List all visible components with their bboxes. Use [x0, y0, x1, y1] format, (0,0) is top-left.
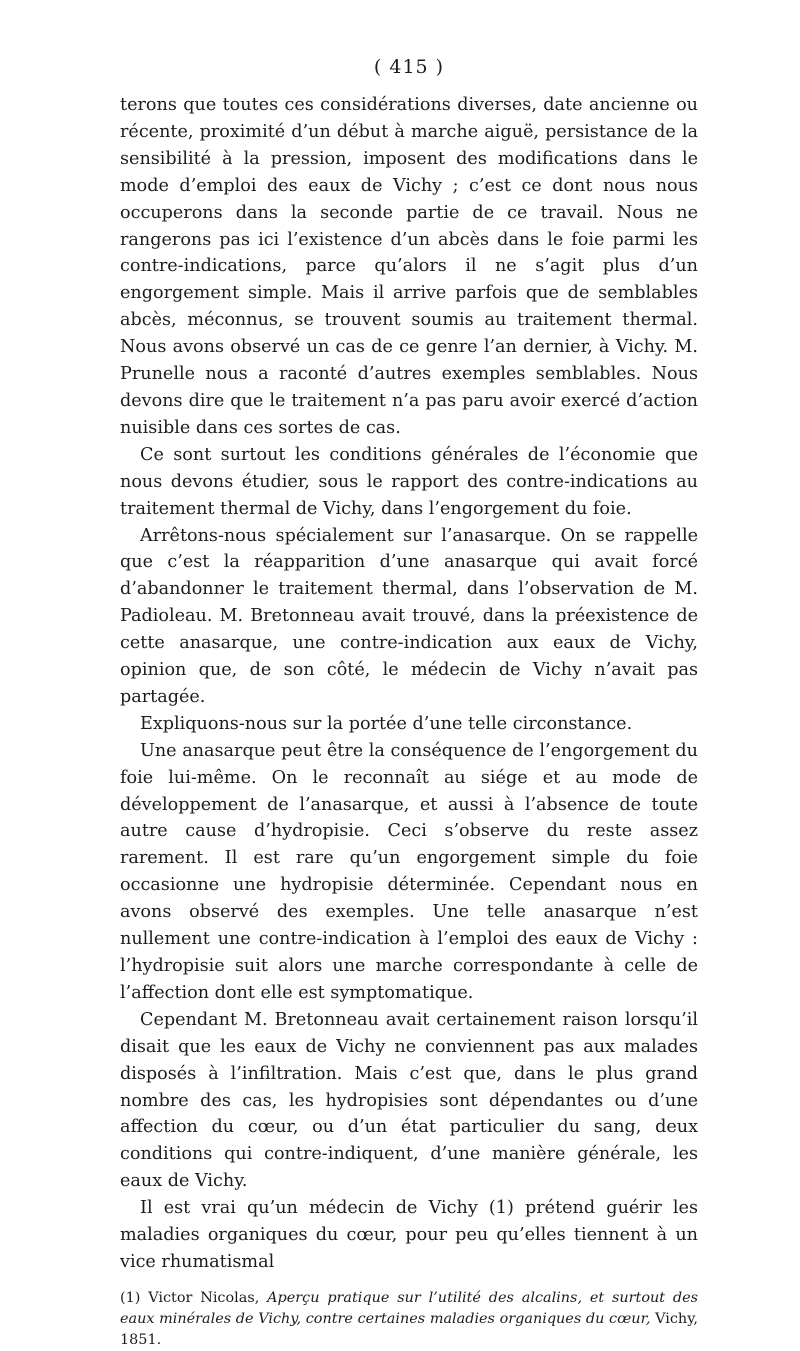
footnote-marker: (1) — [120, 1289, 141, 1306]
body-text — [120, 92, 698, 1276]
footnote-place-year: Vichy, 1851. — [120, 1310, 698, 1348]
paragraph: Une anasarque peut être la conséquence de l’engorgement du foie lui-même. On le reconnaît au siége et au mode de développement de l’anasarque, et aussi à l’absence de toute autre cause d’hydropisie. Ceci s’observe du reste assez rarement. Il est rare qu’un engorgement simple du foie occasionne une hydropisie déterminée. Cependant nous en avons observé des exemples. Une telle anasarque n’est nullement une contre-indication à l’emploi des eaux de Vichy : l’hydropisie suit alors une marche correspondante à celle de l’affection dont elle est symptomatique. — [120, 740, 698, 1003]
paragraph: terons que toutes ces considérations diverses, date ancienne ou récente, proximité d’un début à marche aiguë, persistance de la sensibilité à la pression, imposent des modifications dans le mode d’emploi des eaux de Vichy ; c’est ce dont nous nous occuperons dans la seconde partie de ce travail. Nous ne rangerons pas ici l’existence d’un abcès dans le foie parmi les contre-indications, parce qu’alors il ne s’agit plus d’un engorgement simple. Mais il arrive parfois que de semblables abcès, méconnus, se trouvent soumis au traitement thermal. Nous avons observé un cas de ce genre l’an dernier, à Vichy. M. Prunelle nous a raconté d’autres exemples semblables. Nous devons dire que le traitement n’a pas paru avoir exercé d’action nuisible dans ces sortes de cas. — [120, 95, 698, 438]
paragraph: Cependant M. Bretonneau avait certainement raison lorsqu’il disait que les eaux de Vichy ne conviennent pas aux malades disposés à l’infiltration. Mais c’est que, dans le plus grand nombre des cas, les hydropisies sont dépendantes ou d’une affection du cœur, ou d’un état particulier du sang, deux conditions qui contre-indiquent, d’une manière générale, les eaux de Vichy. — [120, 1009, 698, 1192]
paragraph: Ce sont surtout les conditions générales de l’économie que nous devons étudier, sous le rapport des contre-indications au traitement thermal de Vichy, dans l’engorgement du foie. — [120, 444, 698, 519]
footnote-title: Aperçu pratique sur l’utilité des alcalins, et surtout des eaux minérales de Vichy, contre certaines maladies organiques du cœur, — [120, 1289, 699, 1327]
book-page — [120, 56, 698, 1351]
footnote — [120, 1288, 698, 1351]
page-number: ( 415 ) — [373, 56, 445, 78]
paragraph: Expliquons-nous sur la portée d’une telle circonstance. — [140, 713, 633, 734]
footnote-separator — [120, 1276, 698, 1288]
footnote-author: Victor Nicolas, — [148, 1289, 260, 1306]
paragraph: Arrêtons-nous spécialement sur l’anasarque. On se rappelle que c’est la réapparition d’une anasarque qui avait forcé d’abandonner le traitement thermal, dans l’observation de M. Padioleau. M. Bretonneau avait trouvé, dans la préexistence de cette anasarque, une contre-indication aux eaux de Vichy, opinion que, de son côté, le médecin de Vichy n’avait pas partagée. — [120, 525, 698, 707]
paragraph: Il est vrai qu’un médecin de Vichy (1) prétend guérir les maladies organiques du cœur, pour peu qu’elles tiennent à un vice rhumatismal — [120, 1198, 698, 1272]
